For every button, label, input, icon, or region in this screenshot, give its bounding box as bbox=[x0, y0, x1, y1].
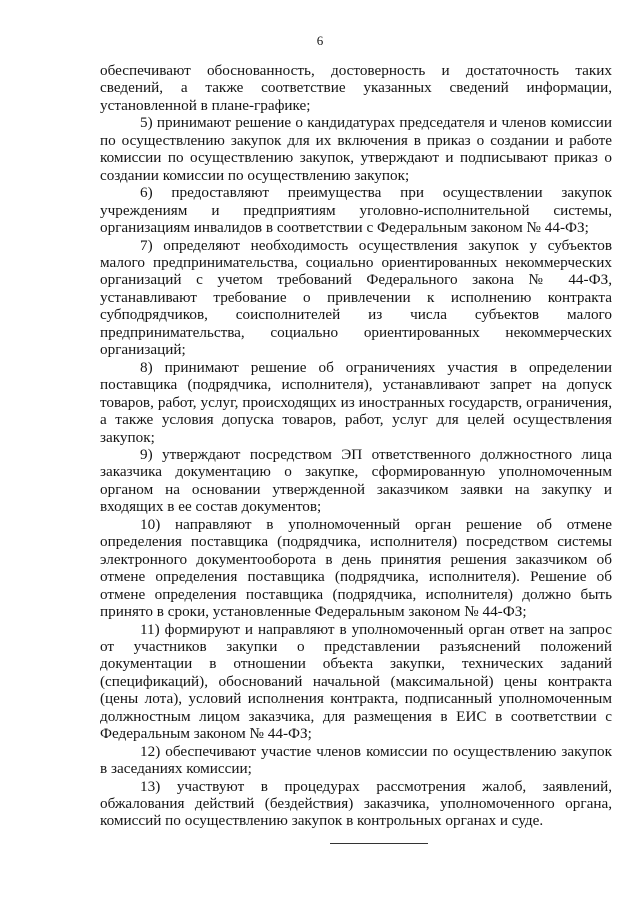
paragraph-item-7: 7) определяют необходимость осуществления закупок у субъектов малого предпринимательства, социально ориентированных некоммерческих организаций с учетом требований Федерального закона № 44-ФЗ, устанавливают требование о привлечении к исполнению контракта субподрядчиков, соисполнителей из числа субъектов малого предпринимательства, социально ориентированных некоммерческих организаций; bbox=[100, 236, 612, 359]
page-number: 6 bbox=[316, 33, 324, 48]
paragraph-item-5: 5) принимают решение о кандидатурах председателя и членов комиссии по осуществлению закупок для их включения в приказ о создании и работе комиссии по осуществлению закупок, утверждают и подписывают приказ о создании комиссии по осуществлению закупок; bbox=[100, 114, 612, 184]
document-body bbox=[100, 62, 612, 830]
footer-divider bbox=[330, 843, 428, 844]
paragraph-continuation: обеспечивают обоснованность, достоверность и достаточность таких сведений, а также соответствие указанных сведений информации, установленной в плане-графике; bbox=[100, 62, 612, 114]
paragraph-item-8: 8) принимают решение об ограничениях участия в определении поставщика (подрядчика, исполнителя), устанавливают запрет на допуск товаров, работ, услуг, происходящих из иностранных государств, ограничения, а также условия допуска товаров, работ, услуг для целей осуществления закупок; bbox=[100, 358, 612, 446]
paragraph-item-12: 12) обеспечивают участие членов комиссии по осуществлению закупок в заседаниях комиссии; bbox=[100, 742, 612, 778]
paragraph-item-13: 13) участвуют в процедурах рассмотрения жалоб, заявлений, обжалования действий (бездействия) заказчика, уполномоченного органа, комиссий по осуществлению закупок в контрольных органах и суде. bbox=[100, 777, 612, 830]
paragraph-item-6: 6) предоставляют преимущества при осуществлении закупок учреждениям и предприятиям уголовно-исполнительной системы, организациям инвалидов в соответствии с Федеральным законом № 44-ФЗ; bbox=[100, 184, 612, 237]
paragraph-item-11: 11) формируют и направляют в уполномоченный орган ответ на запрос от участников закупки о представлении разъяснений положений документации в отношении объекта закупки, технических заданий (спецификаций), обоснований начальной (максимальной) цены контракта (цены лота), условий исполнения контракта, подписанный уполномоченным должностным лицом заказчика, для размещения в ЕИС в соответствии с Федеральным законом № 44-ФЗ; bbox=[100, 620, 612, 743]
paragraph-item-9: 9) утверждают посредством ЭП ответственного должностного лица заказчика документацию о закупке, сформированную уполномоченным органом на основании утвержденной заказчиком заявки на закупку и входящих в ее состав документов; bbox=[100, 445, 612, 516]
paragraph-item-10: 10) направляют в уполномоченный орган решение об отмене определения поставщика (подрядчика, исполнителя) посредством системы электронного документооборота в день принятия решения заказчиком об отмене определения поставщика (подрядчика, исполнителя). Решение об отмене определения поставщика (подрядчика, исполнителя) должно быть принято в сроки, установленные Федеральным законом № 44-ФЗ; bbox=[100, 515, 612, 621]
